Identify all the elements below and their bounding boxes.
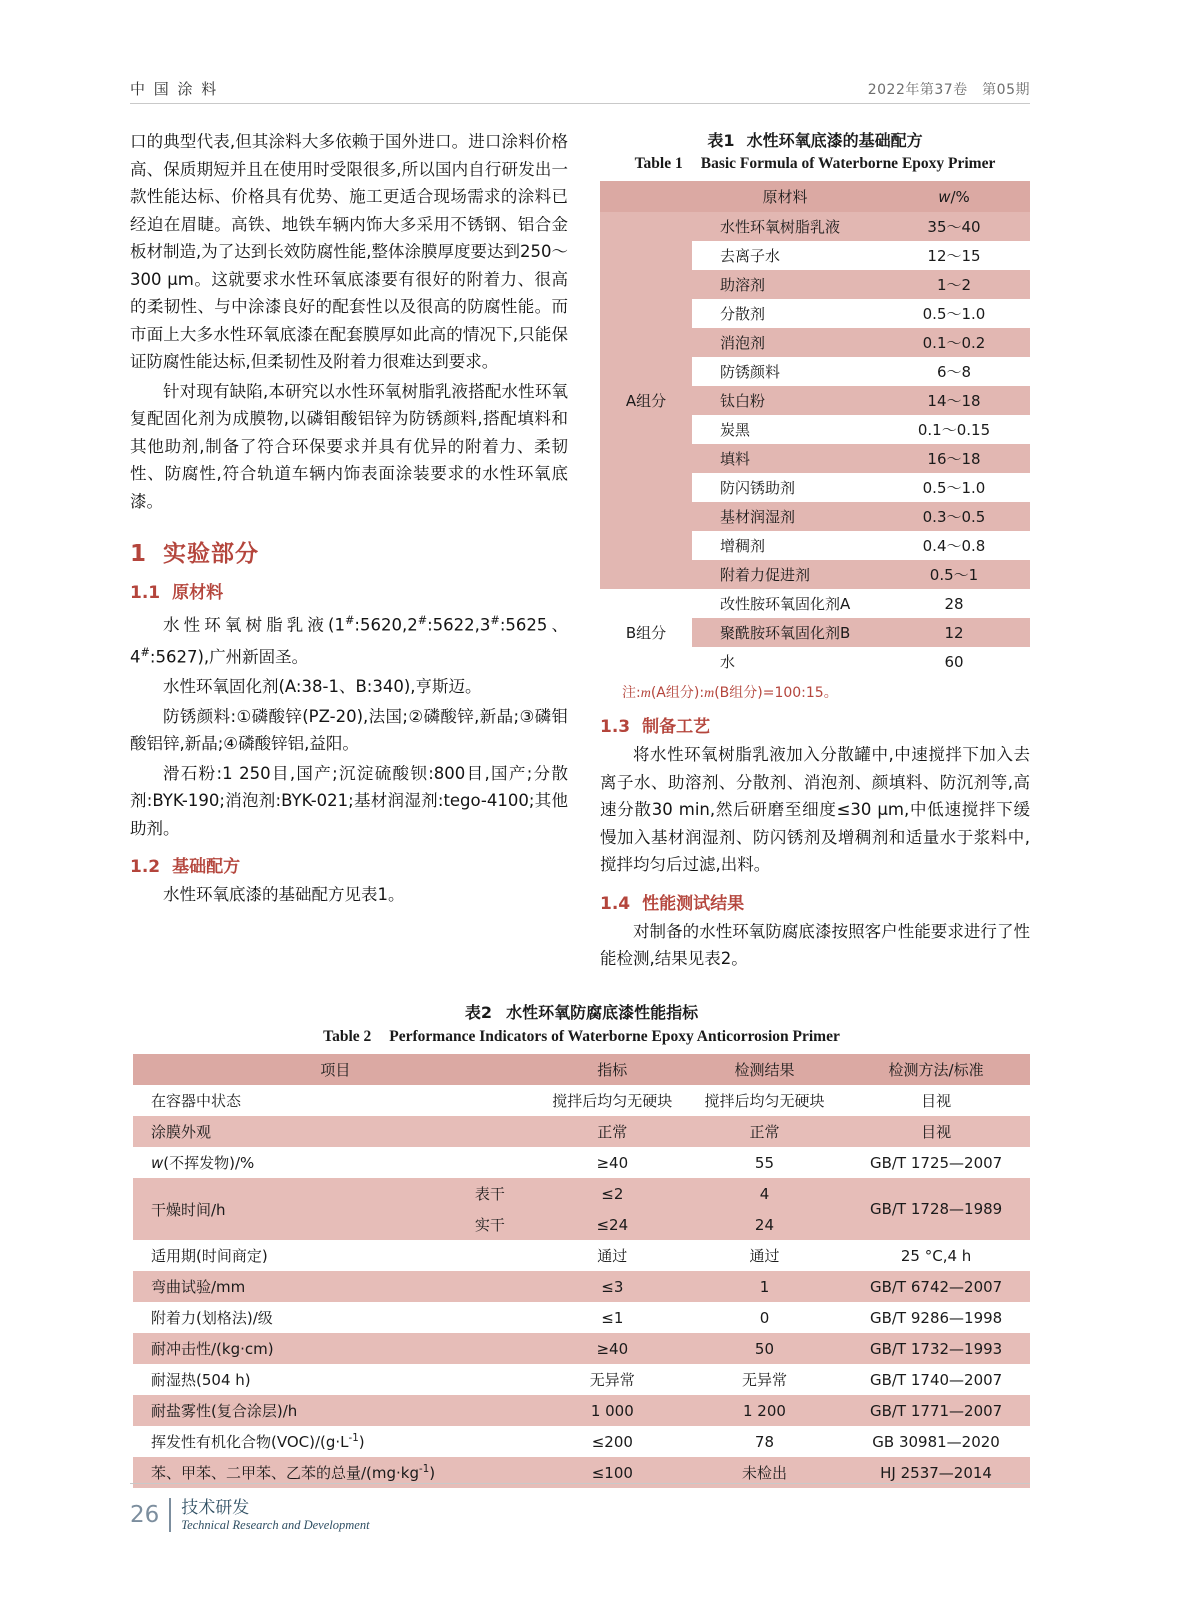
perf-item: 附着力(划格法)/级 — [133, 1302, 538, 1333]
material-value: 28 — [878, 589, 1030, 618]
perf-spec: ≥40 — [538, 1147, 687, 1178]
material-name: 助溶剂 — [692, 270, 878, 299]
perf-spec: ≤200 — [538, 1426, 687, 1457]
table-row — [133, 1116, 1030, 1147]
material-epoxy-emulsion: 水性环氧树脂乳液(1#:5620,2#:5622,3#:5625、4#:5627),广州新固圣。 — [130, 614, 568, 667]
perf-result: 搅拌后均匀无硬块 — [687, 1085, 842, 1116]
perf-standard: GB/T 1732—1993 — [842, 1333, 1030, 1364]
table1-header-row — [600, 181, 1030, 212]
perf-result: 无异常 — [687, 1364, 842, 1395]
table-basic-formula — [600, 181, 1030, 676]
material-value: 0.3～0.5 — [878, 502, 1030, 531]
perf-item: 适用期(时间商定) — [133, 1240, 538, 1271]
perf-item: w(不挥发物)/% — [133, 1147, 538, 1178]
table2-title-cn: 水性环氧防腐底漆性能指标 — [506, 1003, 699, 1022]
subsection-1-2-title: 基础配方 — [172, 857, 241, 877]
perf-subitem: 表干 — [442, 1178, 538, 1209]
material-value: 12 — [878, 618, 1030, 647]
table-row — [133, 1333, 1030, 1364]
table1-title-cn: 水性环氧底漆的基础配方 — [746, 131, 923, 150]
perf-result: 未检出 — [687, 1457, 842, 1488]
table-row — [133, 1271, 1030, 1302]
table1-caption-en — [600, 155, 1030, 173]
table1-header-blank — [600, 181, 692, 212]
paragraph-research-aim: 针对现有缺陷,本研究以水性环氧树脂乳液搭配水性环氧复配固化剂为成膜物,以磷钼酸铝锌为防锈颜料,搭配填料和其他助剂,制备了符合环保要求并具有优异的附着力、柔韧性、防腐性,符合轨道车辆内饰表面涂装要求的水性环氧底漆。 — [130, 381, 568, 511]
perf-standard: HJ 2537—2014 — [842, 1457, 1030, 1488]
table2-caption-cn — [133, 1000, 1030, 1023]
table2-header-standard: 检测方法/标准 — [842, 1054, 1030, 1085]
material-name: 增稠剂 — [692, 531, 878, 560]
material-name: 钛白粉 — [692, 386, 878, 415]
perf-result: 1 200 — [687, 1395, 842, 1426]
table1-title-en: Basic Formula of Waterborne Epoxy Primer — [700, 155, 996, 172]
table1-note: 注:m(A组分):m(B组分)=100:15。 — [622, 685, 838, 701]
table2-title-en: Performance Indicators of Waterborne Epoxy Anticorrosion Primer — [389, 1028, 840, 1045]
material-name: 水性环氧树脂乳液 — [692, 212, 878, 241]
perf-standard: GB/T 9286—1998 — [842, 1302, 1030, 1333]
perf-standard: GB/T 1740—2007 — [842, 1364, 1030, 1395]
material-value: 0.1～0.15 — [878, 415, 1030, 444]
perf-result: 50 — [687, 1333, 842, 1364]
issue-info: 2022年第37卷 第05期 — [867, 82, 1030, 98]
perf-item: 弯曲试验/mm — [133, 1271, 538, 1302]
material-value: 0.4～0.8 — [878, 531, 1030, 560]
table-performance-indicators — [133, 1054, 1030, 1488]
material-name: 水 — [692, 647, 878, 676]
subsection-heading-1-3 — [600, 712, 1030, 737]
perf-result: 4 — [687, 1178, 842, 1209]
perf-result: 1 — [687, 1271, 842, 1302]
perf-spec: 1 000 — [538, 1395, 687, 1426]
perf-item: 耐冲击性/(kg·cm) — [133, 1333, 538, 1364]
perf-result: 通过 — [687, 1240, 842, 1271]
perf-item: 苯、甲苯、二甲苯、乙苯的总量$/(mg\cdot kg^{-1})$ — [133, 1457, 538, 1488]
header-divider — [130, 103, 1030, 104]
table2-section — [133, 1000, 1030, 1488]
table2-label-en: Table 2 — [323, 1028, 372, 1045]
group-a-label: A组分 — [600, 212, 692, 589]
material-value: 0.5～1 — [878, 560, 1030, 589]
perf-result: 正常 — [687, 1116, 842, 1147]
table-row — [600, 589, 1030, 618]
perf-spec: ≤100 — [538, 1457, 687, 1488]
perf-standard: 25 °C,4 h — [842, 1240, 1030, 1271]
perf-standard: 目视 — [842, 1116, 1030, 1147]
material-name: 防闪锈助剂 — [692, 473, 878, 502]
perf-spec: ≤3 — [538, 1271, 687, 1302]
table-row — [133, 1240, 1030, 1271]
subsection-1-4-title: 性能测试结果 — [642, 893, 745, 914]
subsection-1-3-title: 制备工艺 — [642, 717, 711, 737]
material-name: 分散剂 — [692, 299, 878, 328]
perf-result: 55 — [687, 1147, 842, 1178]
material-value: 12～15 — [878, 241, 1030, 270]
material-value: 0.5～1.0 — [878, 473, 1030, 502]
material-name: 基材润湿剂 — [692, 502, 878, 531]
subsection-1-2-number: 1.2 — [130, 857, 161, 877]
table1-body — [600, 212, 1030, 676]
table-row — [133, 1178, 1030, 1209]
material-name: 防锈颜料 — [692, 357, 878, 386]
section-1-title: 实验部分 — [163, 541, 260, 567]
perf-result: 78 — [687, 1426, 842, 1457]
subsection-heading-1-1 — [130, 578, 568, 603]
journal-name: 中 国 涂 料 — [130, 80, 219, 98]
perf-item: 耐湿热(504 h) — [133, 1364, 538, 1395]
perf-item: 涂膜外观 — [133, 1116, 538, 1147]
table2-header-result: 检测结果 — [687, 1054, 842, 1085]
table1-label: 表1 — [707, 131, 735, 150]
perf-item: 在容器中状态 — [133, 1085, 538, 1116]
perf-spec: 通过 — [538, 1240, 687, 1271]
section-heading-1 — [130, 535, 568, 568]
perf-standard: GB/T 6742—2007 — [842, 1271, 1030, 1302]
perf-result: 24 — [687, 1209, 842, 1240]
performance-result-text: 对制备的水性环氧防腐底漆按照客户性能要求进行了性能检测,结果见表2。 — [600, 921, 1030, 968]
material-value: 14～18 — [878, 386, 1030, 415]
group-b-label: B组分 — [600, 589, 692, 676]
material-name: 附着力促进剂 — [692, 560, 878, 589]
subsection-heading-1-2 — [130, 852, 568, 877]
page-number: 26 — [130, 1502, 160, 1528]
section-1-number: 1 — [130, 541, 148, 567]
perf-item: 耐盐雾性(复合涂层)/h — [133, 1395, 538, 1426]
material-value: 6～8 — [878, 357, 1030, 386]
paragraph-continuation: 口的典型代表,但其涂料大多依赖于国外进口。进口涂料价格高、保质期短并且在使用时受限很多,所以国内自行研发出一款性能达标、价格具有优势、施工更适合现场需求的涂料已经迫在眉睫。高铁、地铁车辆内饰大多采用不锈钢、铝合金板材制造,为了达到长效防腐性能,整体涂膜厚度要达到250～300 μm。这就要求水性环氧底漆要有很好的附着力、很高的柔韧性、与中涂漆良好的配套性以及很高的防腐性能。而市面上大多水性环氧底漆在配套膜厚如此高的情况下,只能保证防腐性能达标,但柔韧性及附着力很难达到要求。 — [130, 132, 568, 371]
material-name: 消泡剂 — [692, 328, 878, 357]
perf-standard: GB/T 1771—2007 — [842, 1395, 1030, 1426]
material-value: 1～2 — [878, 270, 1030, 299]
table-row — [133, 1426, 1030, 1457]
perf-spec: ≥40 — [538, 1333, 687, 1364]
perf-result: 0 — [687, 1302, 842, 1333]
footer-section-cn: 技术研发 — [181, 1497, 250, 1518]
table2-label: 表2 — [464, 1003, 493, 1022]
page-footer — [130, 1498, 1030, 1532]
preparation-process-text: 将水性环氧树脂乳液加入分散罐中,中速搅拌下加入去离子水、助溶剂、分散剂、消泡剂、颜填料、防沉剂等,高速分散30 min,然后研磨至细度≤30 μm,中低速搅拌下缓慢加入基材润湿剂、防闪锈剂及增稠剂和适量水于浆料中,搅拌均匀后过滤,出料。 — [600, 745, 1030, 874]
subsection-1-3-number: 1.3 — [600, 717, 631, 737]
perf-standard: 目视 — [842, 1085, 1030, 1116]
table-row — [133, 1147, 1030, 1178]
perf-spec: ≤24 — [538, 1209, 687, 1240]
perf-subitem: 实干 — [442, 1209, 538, 1240]
material-fillers: 滑石粉:1 250目,国产;沉淀硫酸钡:800目,国产;分散剂:BYK-190;消泡剂:BYK-021;基材润湿剂:tego-4100;其他助剂。 — [130, 763, 568, 838]
table2-caption-en — [133, 1028, 1030, 1046]
table-row — [133, 1364, 1030, 1395]
perf-item: 干燥时间/h — [133, 1178, 442, 1240]
page-header — [130, 78, 1030, 99]
table-row — [133, 1085, 1030, 1116]
material-antirust-pigment: 防锈颜料:①磷酸锌(PZ-20),法国;②磷酸锌,新晶;③磷钼酸铝锌,新晶;④磷酸锌铝,益阳。 — [130, 706, 568, 753]
perf-spec: 无异常 — [538, 1364, 687, 1395]
table2-header-spec: 指标 — [538, 1054, 687, 1085]
left-column — [130, 128, 568, 911]
material-value: 35～40 — [878, 212, 1030, 241]
table-row — [600, 212, 1030, 241]
perf-spec: 搅拌后均匀无硬块 — [538, 1085, 687, 1116]
subsection-heading-1-4 — [600, 889, 1030, 914]
material-name: 改性胺环氧固化剂A — [692, 589, 878, 618]
footer-divider — [130, 1483, 1030, 1484]
material-value: 16～18 — [878, 444, 1030, 473]
material-name: 去离子水 — [692, 241, 878, 270]
right-column — [600, 128, 1030, 975]
footer-accent-bar — [169, 1498, 171, 1532]
table1-caption-cn — [600, 128, 1030, 151]
table2-body — [133, 1085, 1030, 1488]
table1-header-percent: w/% — [878, 181, 1030, 212]
material-value: 60 — [878, 647, 1030, 676]
perf-spec: ≤2 — [538, 1178, 687, 1209]
perf-standard: GB 30981—2020 — [842, 1426, 1030, 1457]
material-curing-agent: 水性环氧固化剂(A:38-1、B:340),亨斯迈。 — [163, 677, 482, 696]
subsection-1-4-number: 1.4 — [600, 893, 631, 914]
table-row — [133, 1302, 1030, 1333]
material-name: 炭黑 — [692, 415, 878, 444]
material-name: 聚酰胺环氧固化剂B — [692, 618, 878, 647]
table-row — [133, 1395, 1030, 1426]
material-name: 填料 — [692, 444, 878, 473]
perf-standard: GB/T 1728—1989 — [842, 1178, 1030, 1240]
perf-item: 挥发性有机化合物$(VOC)/(g\cdot L^{-1})$ — [133, 1426, 538, 1457]
footer-section-en: Technical Research and Development — [181, 1517, 370, 1532]
perf-spec: ≤1 — [538, 1302, 687, 1333]
subsection-1-1-title: 原材料 — [172, 583, 224, 603]
table1-label-en: Table 1 — [634, 155, 683, 172]
table2-header-item: 项目 — [133, 1054, 538, 1085]
subsection-1-1-number: 1.1 — [130, 583, 161, 603]
table1-header-material: 原材料 — [692, 181, 878, 212]
perf-spec: 正常 — [538, 1116, 687, 1147]
perf-standard: GB/T 1725—2007 — [842, 1147, 1030, 1178]
basic-formula-text: 水性环氧底漆的基础配方见表1。 — [163, 885, 405, 904]
table2-header-row — [133, 1054, 1030, 1085]
material-value: 0.1～0.2 — [878, 328, 1030, 357]
material-value: 0.5～1.0 — [878, 299, 1030, 328]
